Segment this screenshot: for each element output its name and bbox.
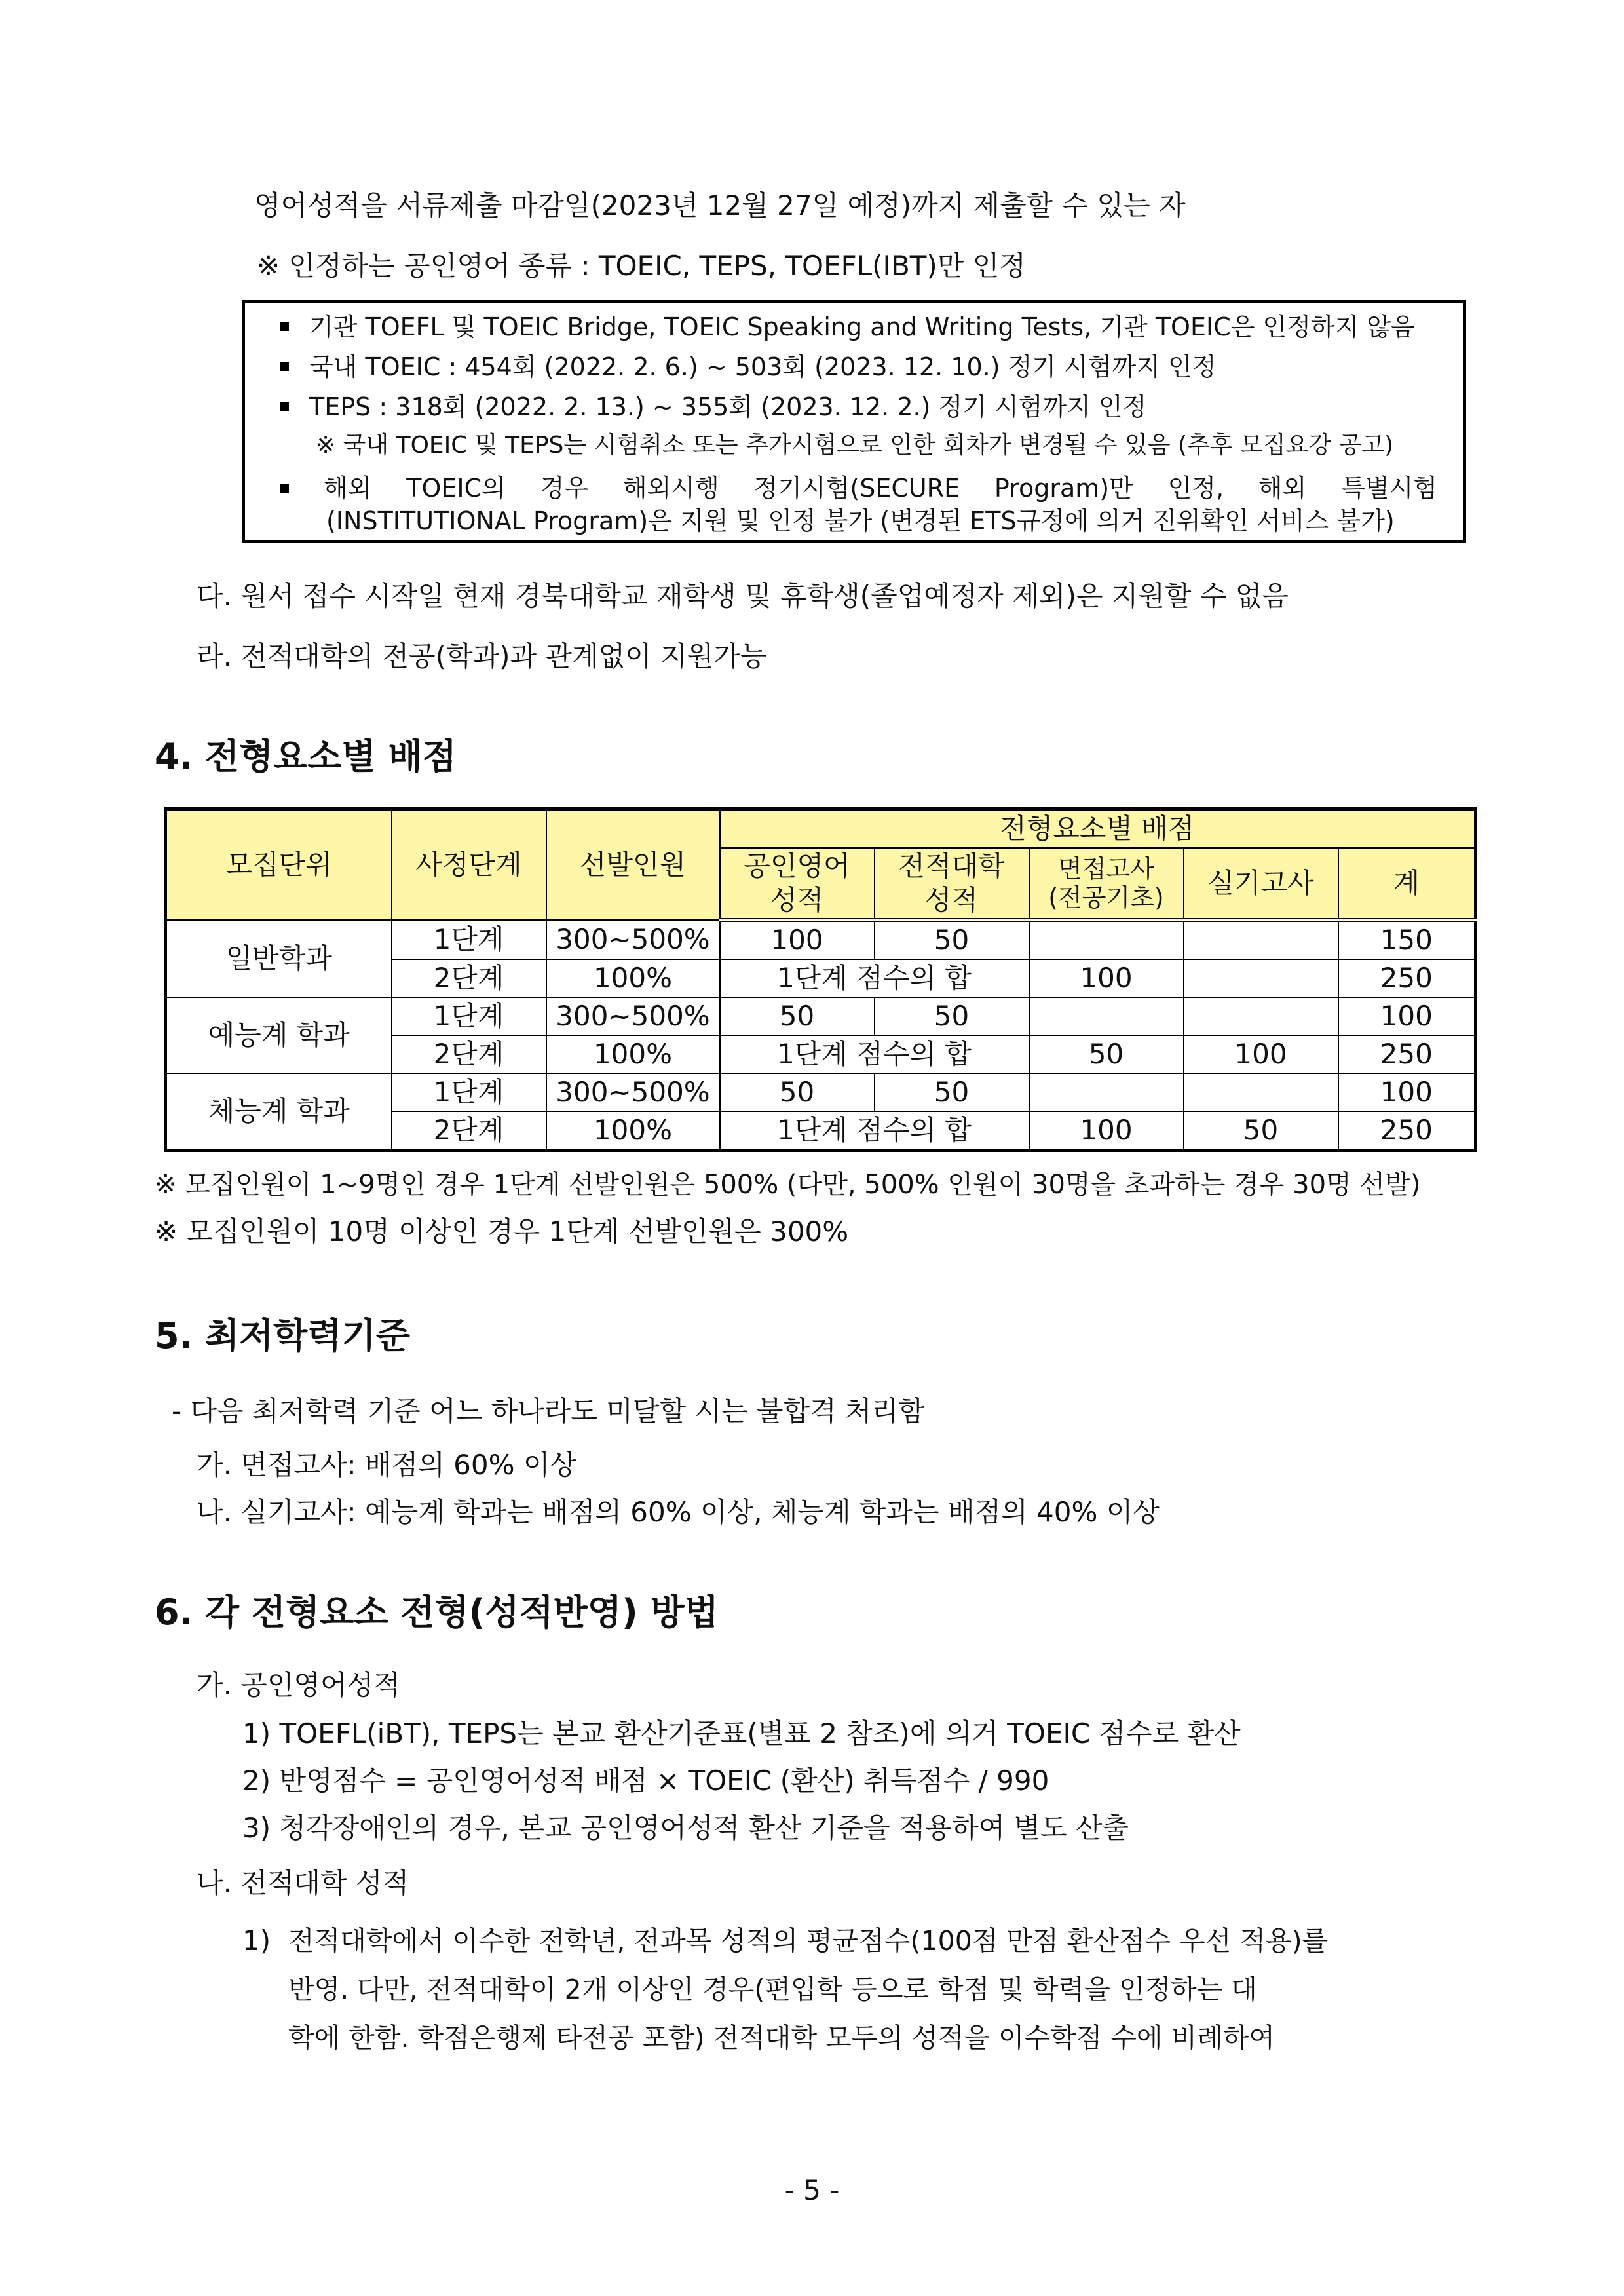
section-5-ga: 가. 면접고사: 배점의 60% 이상	[197, 1449, 576, 1481]
section-6-na-1-number: 1)	[242, 1924, 271, 1957]
section-6-ga-1: 1) TOEFL(iBT), TEPS는 본교 환산기준표(별표 2 참조)에 의거 TOEIC 점수로 환산	[242, 1717, 1241, 1750]
header-quota: 선발인원	[546, 809, 720, 921]
table-row: 예능계 학과 1단계 300~500% 50 50 100	[166, 997, 1476, 1035]
header-stage: 사정단계	[392, 809, 546, 921]
table-row: 2단계 100% 1단계 점수의 합 50 100 250	[166, 1035, 1476, 1073]
note-3: TEPS : 318회 (2022. 2. 13.) ~ 355회 (2023. 12. 2.) 정기 시험까지 인정	[309, 392, 1147, 421]
item-da: 다. 원서 접수 시작일 현재 경북대학교 재학생 및 휴학생(졸업예정자 제외)은 지원할 수 없음	[197, 580, 1289, 612]
table-row: 체능계 학과 1단계 300~500% 50 50 100	[166, 1073, 1476, 1111]
section-6-title: 6. 각 전형요소 전형(성적반영) 방법	[155, 1592, 719, 1633]
table-row: 일반학과 1단계 300~500% 100 50 150	[166, 920, 1476, 959]
section-4-note-2: ※ 모집인원이 10명 이상인 경우 1단계 선발인원은 300%	[155, 1215, 849, 1248]
header-interview: 면접고사 (전공기초)	[1029, 848, 1184, 920]
section-6-ga: 가. 공인영어성적	[197, 1669, 400, 1701]
row-unit: 체능계 학과	[166, 1073, 392, 1151]
intro-line-2: ※ 인정하는 공인영어 종류 : TOEIC, TEPS, TOEFL(IBT)만 인정	[257, 250, 1026, 282]
section-6-na-1-line-3: 학에 한함. 학점은행제 타전공 포함) 전적대학 모두의 성적을 이수학점 수에 비례하여	[288, 2022, 1275, 2054]
bullet-icon	[280, 362, 289, 371]
bullet-icon	[280, 484, 289, 493]
header-practical: 실기고사	[1184, 848, 1338, 920]
row-unit: 일반학과	[166, 920, 392, 997]
page-number: - 5 -	[784, 2174, 840, 2206]
section-6-ga-3: 3) 청각장애인의 경우, 본교 공인영어성적 환산 기준을 적용하여 별도 산출	[242, 1812, 1129, 1844]
score-table	[164, 807, 1477, 1152]
header-english: 공인영어 성적	[720, 848, 875, 920]
header-unit: 모집단위	[166, 809, 392, 921]
row-unit: 예능계 학과	[166, 997, 392, 1073]
header-prev-college: 전적대학 성적	[875, 848, 1029, 920]
section-6-na-1-line-1: 전적대학에서 이수한 전학년, 전과목 성적의 평균점수(100점 만점 환산점수 우선 적용)를	[288, 1925, 1329, 1957]
section-5-na: 나. 실기고사: 예능계 학과는 배점의 60% 이상, 체능계 학과는 배점의 40% 이상	[197, 1496, 1160, 1528]
section-4-note-1: ※ 모집인원이 1~9명인 경우 1단계 선발인원은 500% (다만, 500% 인원이 30명을 초과하는 경우 30명 선발)	[155, 1170, 1421, 1200]
item-ra: 라. 전적대학의 전공(학과)과 관계없이 지원가능	[197, 640, 767, 672]
bullet-icon	[280, 402, 289, 411]
header-group: 전형요소별 배점	[720, 809, 1476, 849]
note-5a: 해외 TOEIC의 경우 해외시행 정기시험(SECURE Program)만 인정, 해외 특별시험	[324, 474, 1437, 503]
section-6-na: 나. 전적대학 성적	[197, 1867, 409, 1899]
section-5-title: 5. 최저학력기준	[155, 1315, 410, 1356]
note-1: 기관 TOEFL 및 TOEIC Bridge, TOEIC Speaking and Writing Tests, 기관 TOEIC은 인정하지 않음	[309, 313, 1415, 341]
bullet-icon	[280, 322, 289, 331]
header-total: 계	[1338, 848, 1476, 920]
note-4: ※ 국내 TOEIC 및 TEPS는 시험취소 또는 추가시험으로 인한 회차가 변경될 수 있음 (추후 모집요강 공고)	[316, 432, 1394, 459]
table-row: 2단계 100% 1단계 점수의 합 100 250	[166, 959, 1476, 997]
note-2: 국내 TOEIC : 454회 (2022. 2. 6.) ~ 503회 (2023. 12. 10.) 정기 시험까지 인정	[309, 353, 1217, 381]
note-5b: (INSTITUTIONAL Program)은 지원 및 인정 불가 (변경된 ETS규정에 의거 진위확인 서비스 불가)	[326, 507, 1395, 535]
table-row: 2단계 100% 1단계 점수의 합 100 50 250	[166, 1111, 1476, 1151]
section-6-ga-2: 2) 반영점수 = 공인영어성적 배점 × TOEIC (환산) 취득점수 / 990	[242, 1765, 1049, 1797]
section-6-na-1-line-2: 반영. 다만, 전적대학이 2개 이상인 경우(편입학 등으로 학점 및 학력을 인정하는 대	[288, 1974, 1257, 2005]
section-5-intro: - 다음 최저학력 기준 어느 하나라도 미달할 시는 불합격 처리함	[172, 1395, 925, 1427]
toeic-notes-box	[242, 300, 1466, 543]
section-4-title: 4. 전형요소별 배점	[155, 736, 457, 777]
intro-line-1: 영어성적을 서류제출 마감일(2023년 12월 27일 예정)까지 제출할 수 있는 자	[254, 189, 1186, 221]
